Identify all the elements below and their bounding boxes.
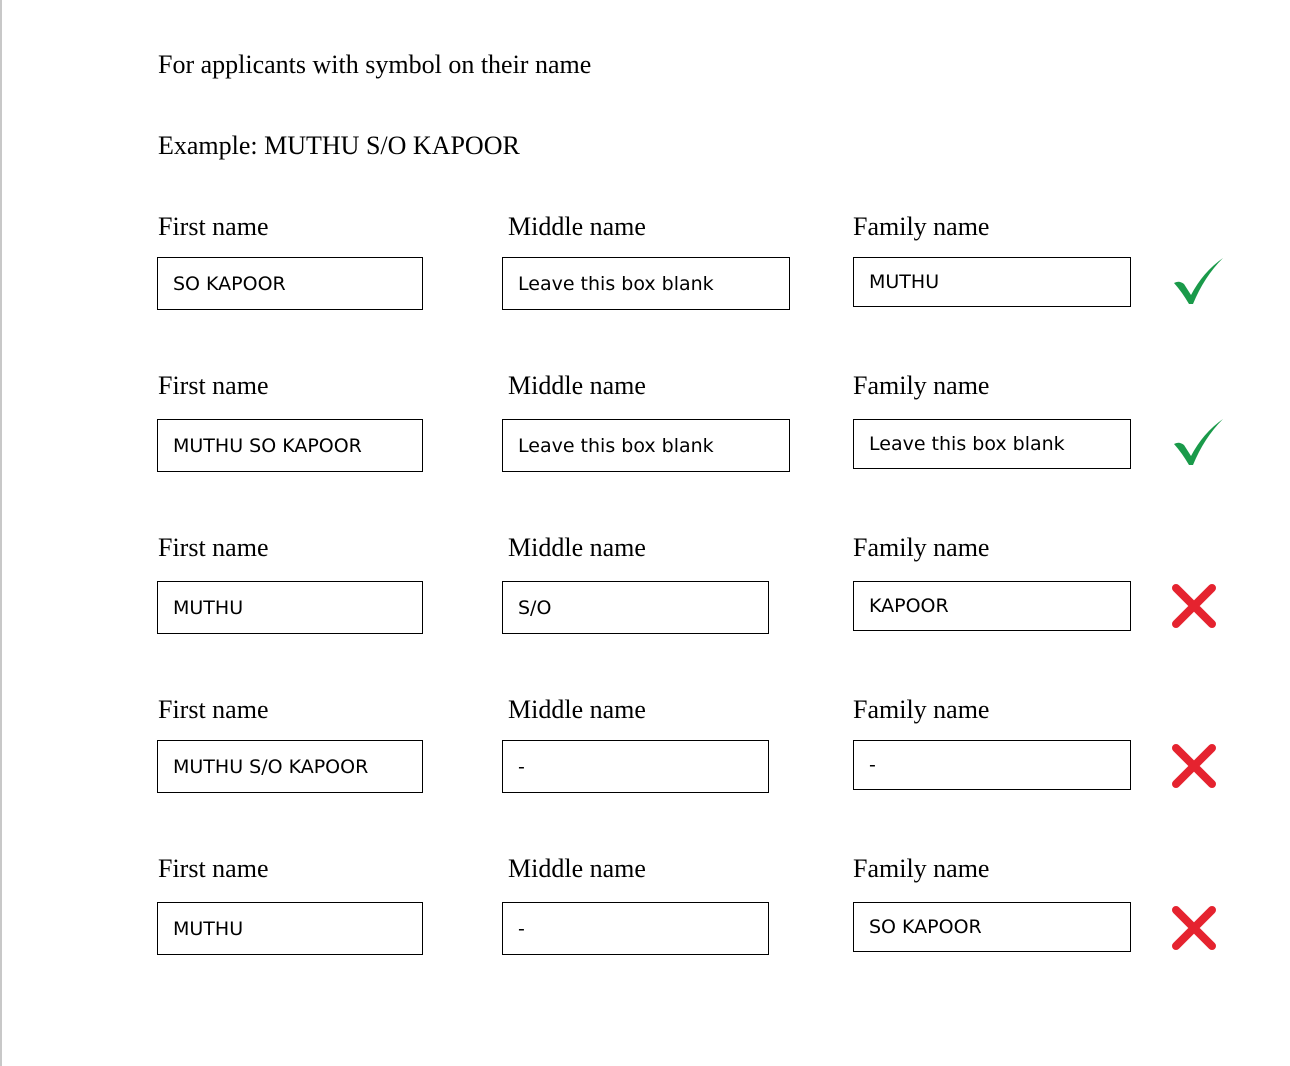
first-name-label: First name <box>158 695 269 724</box>
family-name-label: Family name <box>853 854 990 883</box>
family-name-field: MUTHU <box>853 257 1131 307</box>
family-name-label: Family name <box>853 371 990 400</box>
first-name-label: First name <box>158 533 269 562</box>
family-name-label: Family name <box>853 695 990 724</box>
first-name-field: MUTHU <box>157 902 423 955</box>
family-name-field: KAPOOR <box>853 581 1131 631</box>
middle-name-field: - <box>502 902 769 955</box>
middle-name-field: Leave this box blank <box>502 257 790 310</box>
middle-name-label: Middle name <box>508 533 646 562</box>
family-name-label: Family name <box>853 212 990 241</box>
middle-name-field: S/O <box>502 581 769 634</box>
cross-icon <box>1166 900 1222 956</box>
middle-name-field: - <box>502 740 769 793</box>
middle-name-label: Middle name <box>508 212 646 241</box>
first-name-label: First name <box>158 371 269 400</box>
first-name-field: MUTHU SO KAPOOR <box>157 419 423 472</box>
family-name-field: SO KAPOOR <box>853 902 1131 952</box>
family-name-label: Family name <box>853 533 990 562</box>
example-text: Example: MUTHU S/O KAPOOR <box>158 131 520 160</box>
first-name-label: First name <box>158 854 269 883</box>
cross-icon <box>1166 738 1222 794</box>
middle-name-field: Leave this box blank <box>502 419 790 472</box>
first-name-field: MUTHU S/O KAPOOR <box>157 740 423 793</box>
first-name-field: SO KAPOOR <box>157 257 423 310</box>
check-icon <box>1170 253 1226 309</box>
page-left-edge <box>0 0 2 1066</box>
family-name-field: Leave this box blank <box>853 419 1131 469</box>
first-name-field: MUTHU <box>157 581 423 634</box>
middle-name-label: Middle name <box>508 371 646 400</box>
check-icon <box>1170 414 1226 470</box>
middle-name-label: Middle name <box>508 854 646 883</box>
family-name-field: - <box>853 740 1131 790</box>
cross-icon <box>1166 578 1222 634</box>
intro-text: For applicants with symbol on their name <box>158 50 592 79</box>
middle-name-label: Middle name <box>508 695 646 724</box>
first-name-label: First name <box>158 212 269 241</box>
